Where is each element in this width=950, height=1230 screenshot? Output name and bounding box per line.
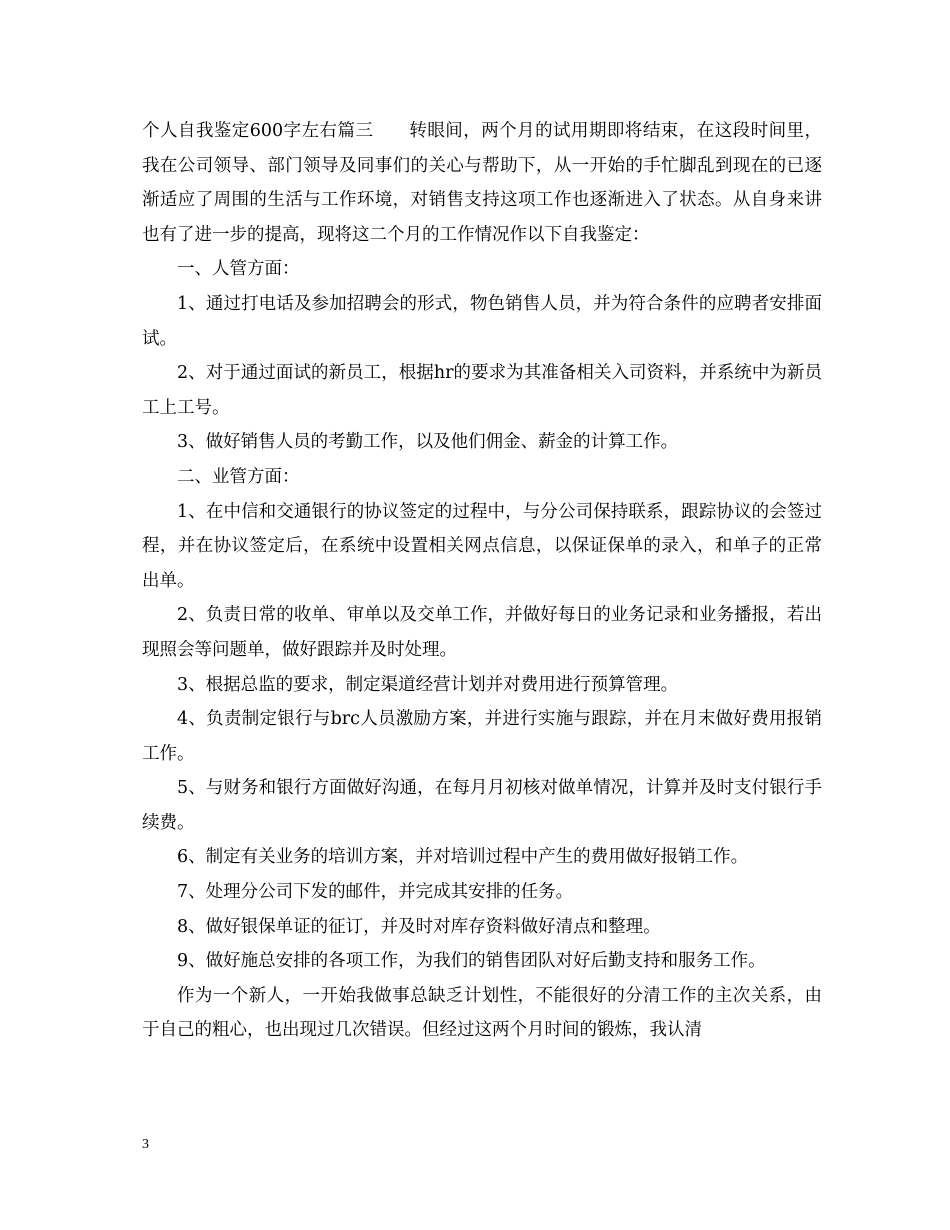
paragraph: 个人自我鉴定600字左右篇三 转眼间，两个月的试用期即将结束，在这段时间里，我在公司领导、部门领导及同事们的关心与帮助下，从一开始的手忙脚乱到现在的已逐渐适应了周围的生活与工作环境，对销售支持这项工作也逐渐进入了状态。从自身来讲也有了进一步的提高，现将这二个月的工作情况作以下自我鉴定：	[142, 121, 822, 245]
paragraph: 1、在中信和交通银行的协议签定的过程中，与分公司保持联系，跟踪协议的会签过程，并在协议签定后，在系统中设置相关网点信息，以保证保单的录入，和单子的正常出单。	[142, 501, 822, 591]
paragraph: 作为一个新人，一开始我做事总缺乏计划性，不能很好的分清工作的主次关系，由于自己的粗心，也出现过几次错误。但经过这两个月时间的锻炼，我认清	[142, 985, 822, 1041]
paragraph: 9、做好施总安排的各项工作，为我们的销售团队对好后勤支持和服务工作。	[177, 951, 766, 972]
paragraph: 4、负责制定银行与brc人员激励方案，并进行实施与跟踪，并在月末做好费用报销工作。	[142, 709, 822, 764]
paragraph: 一、人管方面：	[177, 259, 300, 280]
paragraph: 2、对于通过面试的新员工，根据hr的要求为其准备相关入司资料，并系统中为新员工上工号。	[142, 363, 822, 418]
paragraph: 3、根据总监的要求，制定渠道经营计划并对费用进行预算管理。	[177, 674, 679, 695]
paragraph: 7、处理分公司下发的邮件，并完成其安排的任务。	[177, 882, 574, 903]
paragraph: 8、做好银保单证的征订，并及时对库存资料做好清点和整理。	[177, 916, 661, 937]
paragraph: 6、制定有关业务的培训方案，并对培训过程中产生的费用做好报销工作。	[177, 847, 749, 868]
page-number: 3	[142, 1137, 149, 1152]
paragraph: 2、负责日常的收单、审单以及交单工作，并做好每日的业务记录和业务播报，若出现照会等问题单，做好跟踪并及时处理。	[142, 605, 822, 660]
paragraph: 1、通过打电话及参加招聘会的形式，物色销售人员，并为符合条件的应聘者安排面试。	[142, 293, 822, 349]
paragraph: 3、做好销售人员的考勤工作，以及他们佣金、薪金的计算工作。	[177, 432, 679, 453]
document-body	[142, 114, 822, 1048]
paragraph: 二、业管方面：	[177, 466, 300, 487]
paragraph: 5、与财务和银行方面做好沟通，在每月月初核对做单情况，计算并及时支付银行手续费。	[142, 778, 822, 833]
